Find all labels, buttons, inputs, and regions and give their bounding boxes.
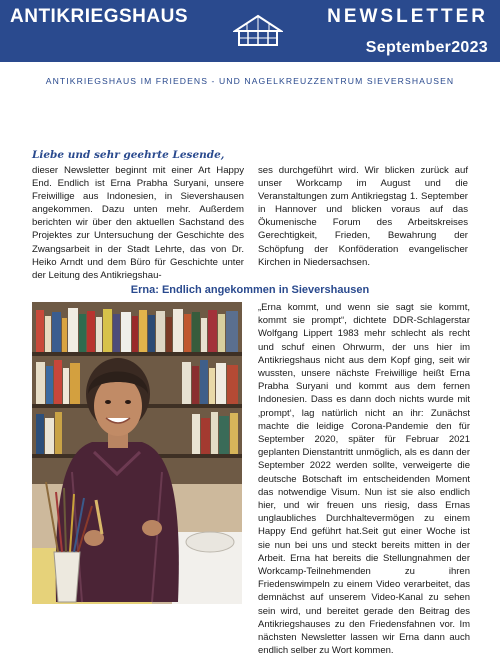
- issue-date: September2023: [365, 39, 488, 56]
- organization-subtitle: ANTIKRIEGSHAUS IM FRIEDENS - UND NAGELKREUZZENTRUM SIEVERSHAUSEN: [45, 76, 455, 86]
- newsletter-label: NEWSLETTER: [327, 6, 488, 27]
- house-logo-icon: [233, 14, 283, 48]
- article-photo: [32, 302, 242, 604]
- organization-name: ANTIKRIEGSHAUS: [10, 6, 189, 27]
- intro-column-left: dieser Newsletter beginnt mit einer Art Happy End. Endlich ist Erna Prabha Suryani, unsere Freiwillige aus Indonesien, in Sievershausen angekommen. Dazu unten mehr. Außerdem berichten wir über den aktuellen Sachstand des Projektes zur Untersuchung der Geschichte des Zwangsarbeit in der Stadt Lehrte, das von Dr. Heiko Arndt und dem Büro für Geschichte unter der Leitung des Antikriegshau-: [32, 165, 244, 281]
- newsletter-header: [0, 0, 500, 62]
- intro-column-right: ses durchgeführt wird. Wir blicken zurück auf unser Workcamp im August und die Veranstaltungen zum Antikriegstag 1. September in Hannover und blicken voraus auf das Ökumenische Forum des Arbeitskreises Gerechtigkeit, Frieden, Bewahrung der Schöpfung der Konföderation evangelischer Kirchen in Niedersachsen.: [258, 165, 468, 268]
- greeting: Liebe und sehr geehrte Lesende,: [32, 149, 225, 161]
- article-title: Erna: Endlich angekommen in Sievershausen: [130, 284, 370, 296]
- article-body: „Erna kommt, und wenn sie sagt sie kommt, kommt sie prompt“, dichtete DDR-Schlagerstar Wolfgang Lippert 1983 mehr schlecht als recht und schuf einen Ohrwurm, der uns hier im Antikriegshaus nicht aus dem Kopf ging, seit wir wussten, unsere nächste Freiwillige heißt Erna Prabha Suryani und kommt aus dem fernen Indonesien. Dass es dann doch nichts wurde mit ‚prompt‘, lag natürlich nicht an ihr: Zunächst machte die leidige Corona-Pandemie den für September 2020, später für Februar 2021 geplanten Dienstantritt unmöglich, als es dann der September 2022 werden sollte, verweigerte die deutsche Botschaft im entscheidenden Moment das notwendige Visum. Nun ist sie also endlich hier, und wir freuen uns riesig, dass Ernas unglaubliches Durchhaltevermögen zu einem Happy End geführt hat.Seit gut einer Woche ist sie nun bei uns und steckt bereits mitten in der Arbeit. Erna hat bereits die Stellungnahmen der Workcamp-Teilnehmenden zu ihren Friedenswimpeln zu einem Video verarbeitet, das demnächst auf unserem Video-Kanal zu sehen sein wird, und bereitet gerade den Beitrag des Antikriegshauses zu den Friedensfahnen vor. Im nächsten Newsletter lassen wir Erna dann auch endlich selber zu Wort kommen.: [258, 302, 470, 657]
